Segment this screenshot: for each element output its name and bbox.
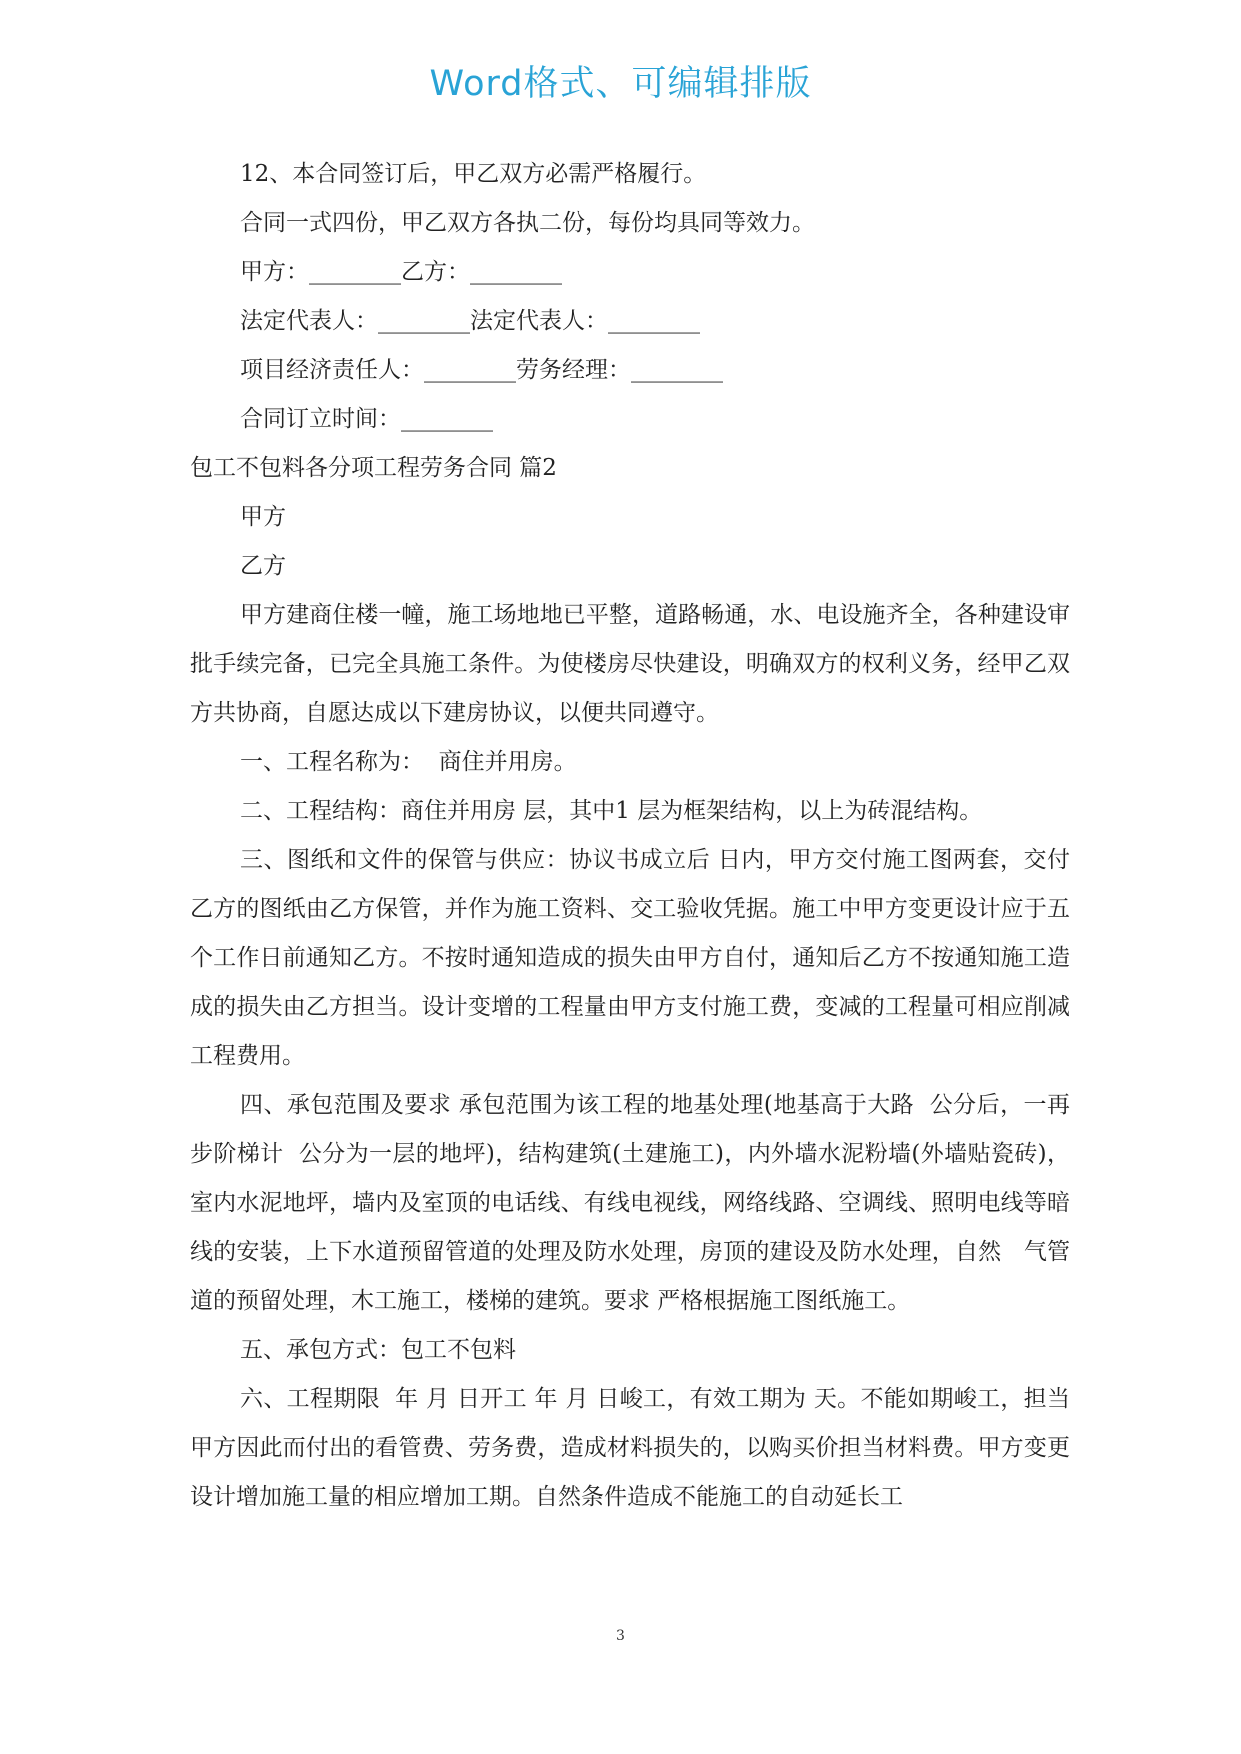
clause-5-contract-method: 五、承包方式：包工不包料 bbox=[240, 1337, 516, 1363]
signature-legal-representatives: 法定代表人：________法定代表人：________ bbox=[240, 308, 700, 334]
clause-3-drawings: 三、图纸和文件的保管与供应：协议书成立后 日内，甲方交付施工图两套，交付乙方的图纸由乙方保管，并作为施工资料、交工验收凭据。施工中甲方变更设计应于五个工作日前通知乙方。不按时通知造成的损失由甲方自付，通知后乙方不按通知施工造成的损失由乙方担当。设计变增的工程量由甲方支付施工费，变减的工程量可相应削减工程费用。 bbox=[190, 847, 1070, 1069]
paragraph-12-clause: 12、本合同签订后，甲乙双方必需严格履行。 bbox=[240, 161, 707, 187]
party-a-label: 甲方 bbox=[240, 504, 286, 530]
signature-parties: 甲方：________乙方：________ bbox=[240, 259, 562, 285]
signature-date: 合同订立时间：________ bbox=[240, 406, 493, 432]
page-header-title: Word格式、可编辑排版 bbox=[429, 64, 812, 104]
clause-2-structure: 二、工程结构：商住并用房 层，其中1 层为框架结构，以上为砖混结构。 bbox=[240, 798, 983, 824]
party-b-label: 乙方 bbox=[240, 553, 286, 579]
page-number: 3 bbox=[616, 1628, 625, 1644]
clause-4-scope: 四、承包范围及要求 承包范围为该工程的地基处理(地基高于大路 公分后，一再步阶梯计 公分为一层的地坪)，结构建筑(土建施工)，内外墙水泥粉墙(外墙贴瓷砖)，室内水泥地坪，墙内及室顶的电话线、有线电视线，网络线路、空调线、照明电线等暗线的安装，上下水道预留管道的处理及防水处理，房顶的建设及防水处理，自然 气管道的预留处理，木工施工，楼梯的建筑。要求 严格根据施工图纸施工。 bbox=[190, 1092, 1070, 1314]
clause-6-schedule: 六、工程期限 年 月 日开工 年 月 日峻工，有效工期为 天。不能如期峻工，担当甲方因此而付出的看管费、劳务费，造成材料损失的，以购买价担当材料费。甲方变更设计增加施工量的相应增加工期。自然条件造成不能施工的自动延长工 bbox=[190, 1386, 1070, 1510]
section-heading: 包工不包料各分项工程劳务合同 篇2 bbox=[190, 455, 557, 481]
paragraph-intro: 甲方建商住楼一幢，施工场地地已平整，道路畅通，水、电设施齐全，各种建设审批手续完备，已完全具施工条件。为使楼房尽快建设，明确双方的权利义务，经甲乙双方共协商，自愿达成以下建房协议，以便共同遵守。 bbox=[190, 602, 1070, 726]
document-body bbox=[190, 150, 1070, 1522]
clause-1-project-name: 一、工程名称为： 商住并用房。 bbox=[240, 749, 577, 775]
paragraph-copies: 合同一式四份，甲乙双方各执二份，每份均具同等效力。 bbox=[240, 210, 815, 236]
signature-project-managers: 项目经济责任人：________劳务经理：________ bbox=[240, 357, 723, 383]
